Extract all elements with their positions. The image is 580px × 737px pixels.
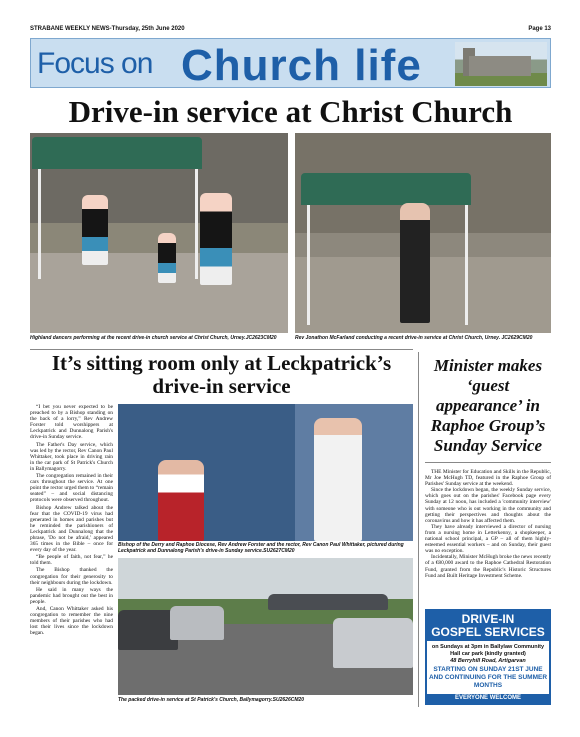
gazebo-shape (32, 137, 202, 169)
column-divider (418, 352, 419, 707)
gazebo-pole (195, 169, 198, 279)
article2-paragraph: Bishop Andrew talked about the fear that the COVID-19 virus had generated in homes and parishes but he reminded the parishioners of Leckpatrick and Dunnalong that the phrase, 'Do not be afraid,' appeared 365 times in the Bible – once for every day of the year. (30, 504, 113, 554)
photo4-caption: The packed drive-in service at St Patrick's Church, Ballymagorry.SU2626CM20 (118, 697, 305, 703)
gazebo-pole (307, 205, 310, 325)
gazebo-shape (301, 173, 471, 205)
highland-dancers-photo (30, 133, 288, 333)
article3-body (425, 469, 551, 579)
bishop-figure (158, 460, 204, 541)
photo3-caption: Bishop of the Derry and Raphoe Diocese, Rev Andrew Forster and the rector, Rev Canon Paul Whittaker, pictured during Leckpatrick and Dunnalong Parish's drive-in Sunday service.SU2627CM20 (118, 542, 404, 554)
church-nave-shape (469, 56, 531, 76)
page-header (30, 26, 551, 36)
dancer-figure (200, 193, 232, 285)
gazebo-pole (38, 169, 41, 279)
advert-heading-line2: GOSPEL SERVICES (431, 625, 545, 639)
article3-paragraph: Incidentally, Minister McHugh broke the news recently of a €80,000 award to the Raphoe Cathedral Restoration Fund, granted from the Republic's Historic Structures Fund and Built Heritage Investment Scheme. (425, 554, 551, 579)
car-shape (333, 618, 413, 668)
article2-paragraph: He said in many ways the pandemic had brought out the best in people. (30, 586, 113, 605)
article2-paragraph: The Bishop thanked the congregation for their generosity to their neighbours during the lockdown. (30, 567, 113, 586)
article3-rule (425, 462, 551, 463)
banner-church-text: Church life (181, 41, 422, 88)
preacher-figure (400, 203, 430, 323)
advert-start-date: STARTING ON SUNDAY 21ST JUNE AND CONTINUING FOR THE SUMMER MONTHS (428, 666, 548, 689)
article3-paragraph: They have already interviewed a director of nursing from a nursing home in Letterkenny, a shopkeeper, a national school principal, a GP – all of them highly-esteemed essential workers – and on Sunday, their guest was no exception. (425, 523, 551, 555)
article3-paragraph: THE Minister for Education and Skills in the Republic, Mr Joe McHugh TD, featured in the Raphoe Group of Parishes' Sunday service at the weekend. (425, 469, 551, 488)
drive-in-carpark-photo (118, 558, 413, 695)
article2-paragraph: “Be people of faith, not fear,” he told them. (30, 554, 113, 567)
car-shape (118, 610, 178, 650)
article2-paragraph: And, Canon Whittaker asked his congregation to remember the nine members of their parishes who had lost their lives since the lockdown began. (30, 606, 113, 637)
church-building-picture (455, 42, 547, 86)
banner-focus-text: Focus on (37, 47, 153, 80)
article3 (425, 356, 551, 579)
article2-paragraph: The Father's Day service, which was led by the rector, Rev Canon Paul Whittaker, took place in driving rain in the car park of St Patrick's Church in Ballymagorry. (30, 441, 113, 472)
gazebo-pole (465, 205, 468, 325)
article3-paragraph: Since the lockdown began, the weekly Sunday service, which goes out on the parishes' Facebook page every Sunday at 12 noon, has included a 'community interview' with someone who is out working in the community and getting their perspectives and thoughts about the coronavirus and how it has affected them. (425, 487, 551, 524)
advert-heading (427, 611, 549, 641)
photo1-caption: Highland dancers performing at the recent drive-in church service at Christ Church, Urney.JC2623CM20 (30, 335, 277, 341)
advert-footer: EVERYONE WELCOME (427, 694, 549, 703)
advert-address: 48 Berryhill Road, Artigarvan (450, 658, 526, 664)
advert-heading-line1: DRIVE-IN (461, 612, 515, 626)
photo2-caption: Rev Jonathon McFarland conducting a recent drive-in service at Christ Church, Urney. JC2629CM20 (295, 335, 533, 341)
section-banner (30, 38, 551, 88)
drive-in-gospel-advert (425, 609, 551, 705)
section-divider (30, 349, 413, 350)
car-shape (268, 594, 388, 610)
article1-headline: Drive-in service at Christ Church (68, 94, 513, 129)
rev-mcfarland-photo (295, 133, 551, 333)
article2-paragraph: The congregation remained in their cars throughout the service. At one point the rector urged them to “remain seated” – and social distancing protocols were observed throughout. (30, 473, 113, 504)
dancer-figure (82, 195, 108, 265)
header-page-number: Page 13 (528, 26, 551, 32)
dancer-figure (158, 233, 176, 283)
article2-headline: It’s sitting room only at Leckpatrick’s drive-in service (51, 351, 392, 398)
rector-figure (314, 418, 362, 541)
article2-paragraph: “I bet you never expected to be preached to by a Bishop standing on the back of a lorry,” Rev Andrew Forster told worshippers at Leckpatrick and Dunnalong Parish's drive-in Sunday service. (30, 404, 113, 441)
car-shape (170, 606, 224, 640)
article3-headline: Minister makes ‘guest appearance’ in Raphoe Group’s Sunday Service (430, 356, 546, 455)
article2-body (30, 404, 113, 704)
advert-time-location: on Sundays at 3pm in Ballylaw Community Hall car park (kindly granted) (431, 644, 545, 657)
bishop-and-rector-photo (118, 404, 413, 541)
header-publication: STRABANE WEEKLY NEWS-Thursday, 25th June 2020 (30, 26, 185, 32)
